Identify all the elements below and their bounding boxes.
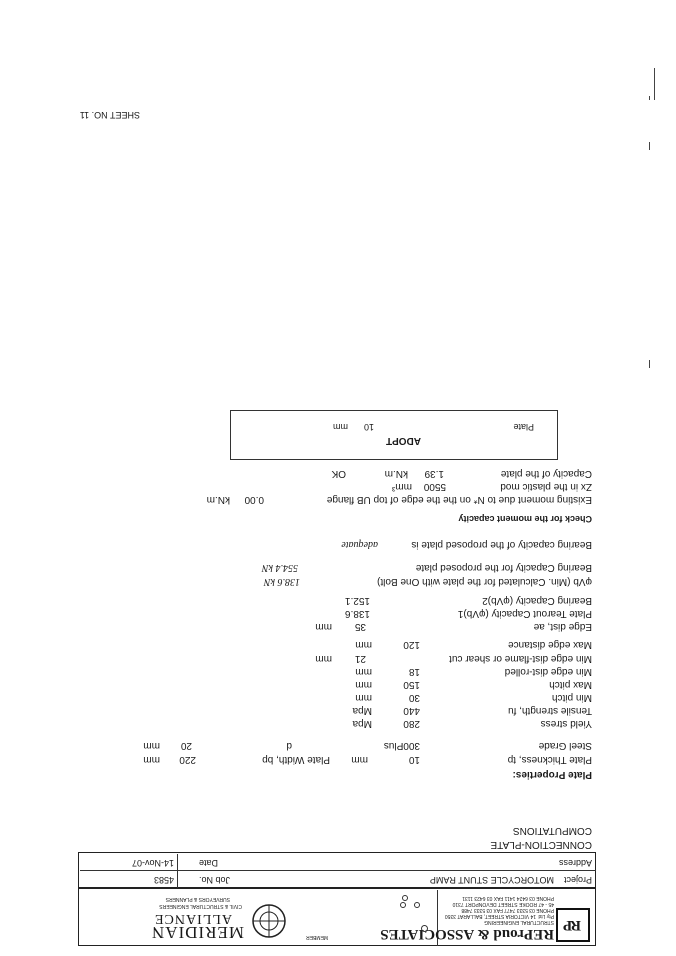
moment-capacity-heading: Check for the moment capacity bbox=[458, 514, 592, 524]
company-address-3: 45 - 47 ROOKE STREET DEVONPORT 7310 bbox=[452, 901, 554, 907]
plate-width-unit: mm bbox=[143, 754, 160, 765]
company-address-1: 14 VICTORIA STREET, BALLARAT 3350 bbox=[444, 913, 536, 919]
tensile-strength-value: 440 bbox=[403, 705, 420, 716]
plate-thickness-unit: mm bbox=[351, 754, 368, 765]
existing-moment-label: Existing moment due to N* on the the edge of top UB flange bbox=[326, 494, 592, 505]
alliance-tagline-2: SURVEYORS & PLANNERS bbox=[165, 896, 230, 902]
company-address-2: PHONE 03 5333 7477 FAX 03 5333 7488 bbox=[461, 907, 554, 913]
scan-mark bbox=[654, 68, 655, 100]
plate-width-value: 220 bbox=[179, 754, 196, 765]
project-row-divider bbox=[80, 870, 596, 871]
min-pitch-value: 30 bbox=[408, 692, 420, 703]
min-pitch-label: Min pitch bbox=[551, 692, 592, 703]
capacity-label: Capacity of the plate bbox=[500, 468, 592, 479]
capacity-unit: kN.m bbox=[384, 468, 408, 479]
company-pty: Pty Ltd bbox=[538, 913, 554, 919]
zx-value: 5500 bbox=[423, 481, 446, 492]
steel-grade-value: 300Plus bbox=[383, 740, 420, 751]
steel-grade-extra-value: 20 bbox=[180, 740, 192, 751]
bearing-check-value: adequate bbox=[341, 539, 378, 550]
adopt-plate-value: 10 bbox=[363, 422, 374, 432]
alliance-globe-icon bbox=[250, 902, 288, 940]
adopt-heading: ADOPT bbox=[386, 435, 421, 446]
tensile-strength-unit: Mpa bbox=[352, 705, 372, 716]
adopt-plate-unit: mm bbox=[333, 422, 348, 432]
min-edge-rolled-unit: mm bbox=[355, 666, 372, 677]
bearing-check-label: Bearing capacity of the proposed plate is bbox=[411, 539, 592, 550]
small-circle-mark bbox=[421, 925, 428, 932]
bearing-capacity-2-value: 152.1 bbox=[344, 595, 370, 606]
max-edge-value: 120 bbox=[403, 639, 420, 650]
max-edge-unit: mm bbox=[355, 639, 372, 650]
edge-dist-label: Edge dist, ae bbox=[533, 621, 592, 632]
min-edge-flame-unit: mm bbox=[315, 653, 332, 664]
min-edge-rolled-value: 18 bbox=[408, 666, 420, 677]
company-address-4: PHONE 03 6424 1411 FAX 03 6423 1131 bbox=[462, 895, 554, 901]
date-value: 14-Nov-07 bbox=[131, 858, 174, 868]
adopt-plate-label: Plate bbox=[513, 422, 534, 432]
project-label: Project bbox=[563, 875, 592, 885]
steel-grade-extra-unit: mm bbox=[143, 740, 160, 751]
edge-dist-unit: mm bbox=[315, 621, 332, 632]
company-subtitle: STRUCTURAL ENGINEERING bbox=[484, 919, 554, 925]
jobno-value: 4583 bbox=[153, 875, 174, 885]
plate-width-label: Plate Width, bp bbox=[262, 754, 330, 765]
edge-dist-value: 35 bbox=[354, 621, 366, 632]
jobno-label: Job No. bbox=[198, 875, 230, 885]
max-pitch-unit: mm bbox=[355, 679, 372, 690]
member-label: MEMBER bbox=[306, 934, 328, 940]
address-label: Address bbox=[558, 858, 592, 868]
alliance-tagline-1: CIVIL & STRUCTURAL ENGINEERS bbox=[159, 903, 242, 909]
tearout-capacity-value: 138.6 bbox=[344, 608, 370, 619]
steel-grade-label: Steel Grade bbox=[538, 740, 592, 751]
max-pitch-value: 150 bbox=[403, 679, 420, 690]
project-col-divider bbox=[177, 854, 178, 888]
company-name: REProud & ASSOCIATES bbox=[380, 926, 554, 942]
max-edge-label: Max edge distance bbox=[508, 639, 592, 650]
steel-grade-note: d bbox=[286, 740, 292, 751]
plate-thickness-label: Plate Thickness, tp bbox=[507, 754, 592, 765]
date-label: Date bbox=[198, 858, 218, 868]
yield-stress-value: 280 bbox=[403, 718, 420, 729]
sheet-number: SHEET NO. 11 bbox=[79, 110, 140, 120]
yield-stress-label: Yield stress bbox=[540, 718, 592, 729]
bearing-capacity-2-label: Bearing Capacity (φVb)2 bbox=[482, 595, 592, 606]
small-circle-mark bbox=[402, 895, 408, 901]
doc-title-line1: CONNECTION-PLATE bbox=[490, 839, 592, 850]
scan-mark bbox=[649, 96, 650, 100]
scan-mark bbox=[649, 142, 650, 150]
plate-thickness-value: 10 bbox=[408, 754, 420, 765]
scan-mark bbox=[649, 360, 650, 368]
tensile-strength-label: Tensile strength, fu bbox=[508, 705, 592, 716]
phivb-label: φVb (Min. Calculated for the plate with One Bolt) bbox=[377, 576, 592, 587]
project-value: MOTORCYCLE STUNT RAMP bbox=[429, 875, 554, 885]
tearout-capacity-label: Plate Tearout Capacity (φVb)1 bbox=[457, 608, 592, 619]
doc-title-line2: COMPUTATIONS bbox=[512, 825, 592, 836]
bearing-proposed-value: 554.4 kN bbox=[261, 562, 298, 573]
alliance-name-2: ALLIANCE bbox=[154, 911, 232, 926]
zx-unit: mm³ bbox=[392, 481, 412, 492]
existing-moment-value: 0.00 bbox=[244, 494, 264, 505]
max-pitch-label: Max pitch bbox=[549, 679, 592, 690]
yield-stress-unit: Mpa bbox=[352, 718, 372, 729]
min-edge-rolled-label: Min edge dist-rolled bbox=[504, 666, 592, 677]
min-edge-flame-label: Min edge dist-flame or shear cut bbox=[449, 653, 592, 664]
bearing-proposed-label: Bearing Capacity for the proposed plate bbox=[415, 562, 592, 573]
plate-properties-heading: Plate Properties: bbox=[512, 769, 592, 780]
phivb-value: 138.6 kN bbox=[263, 576, 300, 587]
min-edge-flame-value: 21 bbox=[354, 653, 366, 664]
small-circle-mark bbox=[400, 902, 406, 908]
alliance-name-1: MERIDIAN bbox=[151, 923, 244, 942]
rp-logo: RP bbox=[556, 908, 590, 942]
zx-label: Zx in the plastic mod bbox=[500, 481, 592, 492]
min-pitch-unit: mm bbox=[355, 692, 372, 703]
capacity-value: 1.39 bbox=[424, 468, 444, 479]
existing-moment-unit: kN.m bbox=[206, 494, 230, 505]
capacity-status: OK bbox=[331, 468, 346, 479]
small-circle-mark bbox=[414, 902, 420, 908]
